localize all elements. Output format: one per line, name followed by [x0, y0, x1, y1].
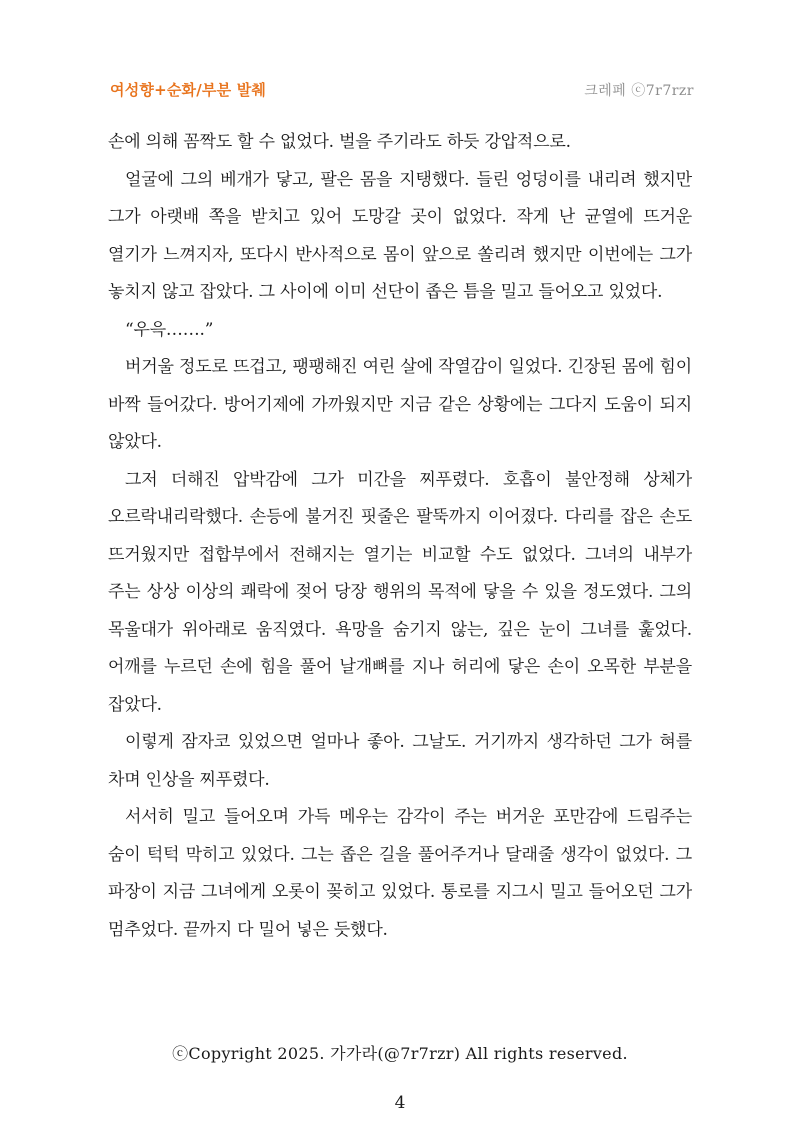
- paragraph: 서서히 밀고 들어오며 가득 메우는 감각이 주는 버거운 포만감에 드림주는 숨이 턱턱 막히고 있었다. 그는 좁은 길을 풀어주거나 달래줄 생각이 없었다. 그 파장이 지금 그녀에게 오롯이 꽂히고 있었다. 통로를 지그시 밀고 들어오던 그가 멈추었다. 끝까지 다 밀어 넣은 듯했다.: [108, 807, 692, 940]
- body-text: [108, 124, 692, 949]
- paragraph: 버거울 정도로 뜨겁고, 팽팽해진 여린 살에 작열감이 일었다. 긴장된 몸에 힘이 바짝 들어갔다. 방어기제에 가까웠지만 지금 같은 상황에는 그다지 도움이 되지 않았다.: [108, 357, 692, 452]
- paragraph: 손에 의해 꼼짝도 할 수 없었다. 벌을 주기라도 하듯 강압적으로.: [108, 132, 571, 152]
- header-author: 크레페 ⓒ7r7rzr: [584, 83, 694, 99]
- header-title: 여성향+순화/부분 발췌: [110, 81, 267, 99]
- paragraph: 이렇게 잠자코 있었으면 얼마나 좋아. 그날도. 거기까지 생각하던 그가 혀를 차며 인상을 찌푸렸다.: [108, 732, 692, 790]
- page-number: 4: [394, 1093, 406, 1113]
- paragraph-dialogue: “우윽…….”: [125, 319, 214, 340]
- paragraph: 그저 더해진 압박감에 그가 미간을 찌푸렸다. 호흡이 불안정해 상체가 오르락내리락했다. 손등에 불거진 핏줄은 팔뚝까지 이어졌다. 다리를 잡은 손도 뜨거웠지만 접합부에서 전해지는 열기는 비교할 수도 없었다. 그녀의 내부가 주는 상상 이상의 쾌락에 젖어 당장 행위의 목적에 닿을 수 있을 정도였다. 그의 목울대가 위아래로 움직였다. 욕망을 숨기지 않는, 깊은 눈이 그녀를 훑었다. 어깨를 누르던 손에 힘을 풀어 날개뼈를 지나 허리에 닿은 손이 오목한 부분을 잡았다.: [108, 469, 692, 715]
- footer-copyright: ⓒCopyright 2025. 가가라(@7r7rzr) All rights reserved.: [172, 1044, 628, 1063]
- paragraph: 얼굴에 그의 베개가 닿고, 팔은 몸을 지탱했다. 들린 엉덩이를 내리려 했지만 그가 아랫배 쪽을 받치고 있어 도망갈 곳이 없었다. 작게 난 균열에 뜨거운 열기가 느껴지자, 또다시 반사적으로 몸이 앞으로 쏠리려 했지만 이번에는 그가 놓치지 않고 잡았다. 그 사이에 이미 선단이 좁은 틈을 밀고 들어오고 있었다.: [108, 169, 692, 302]
